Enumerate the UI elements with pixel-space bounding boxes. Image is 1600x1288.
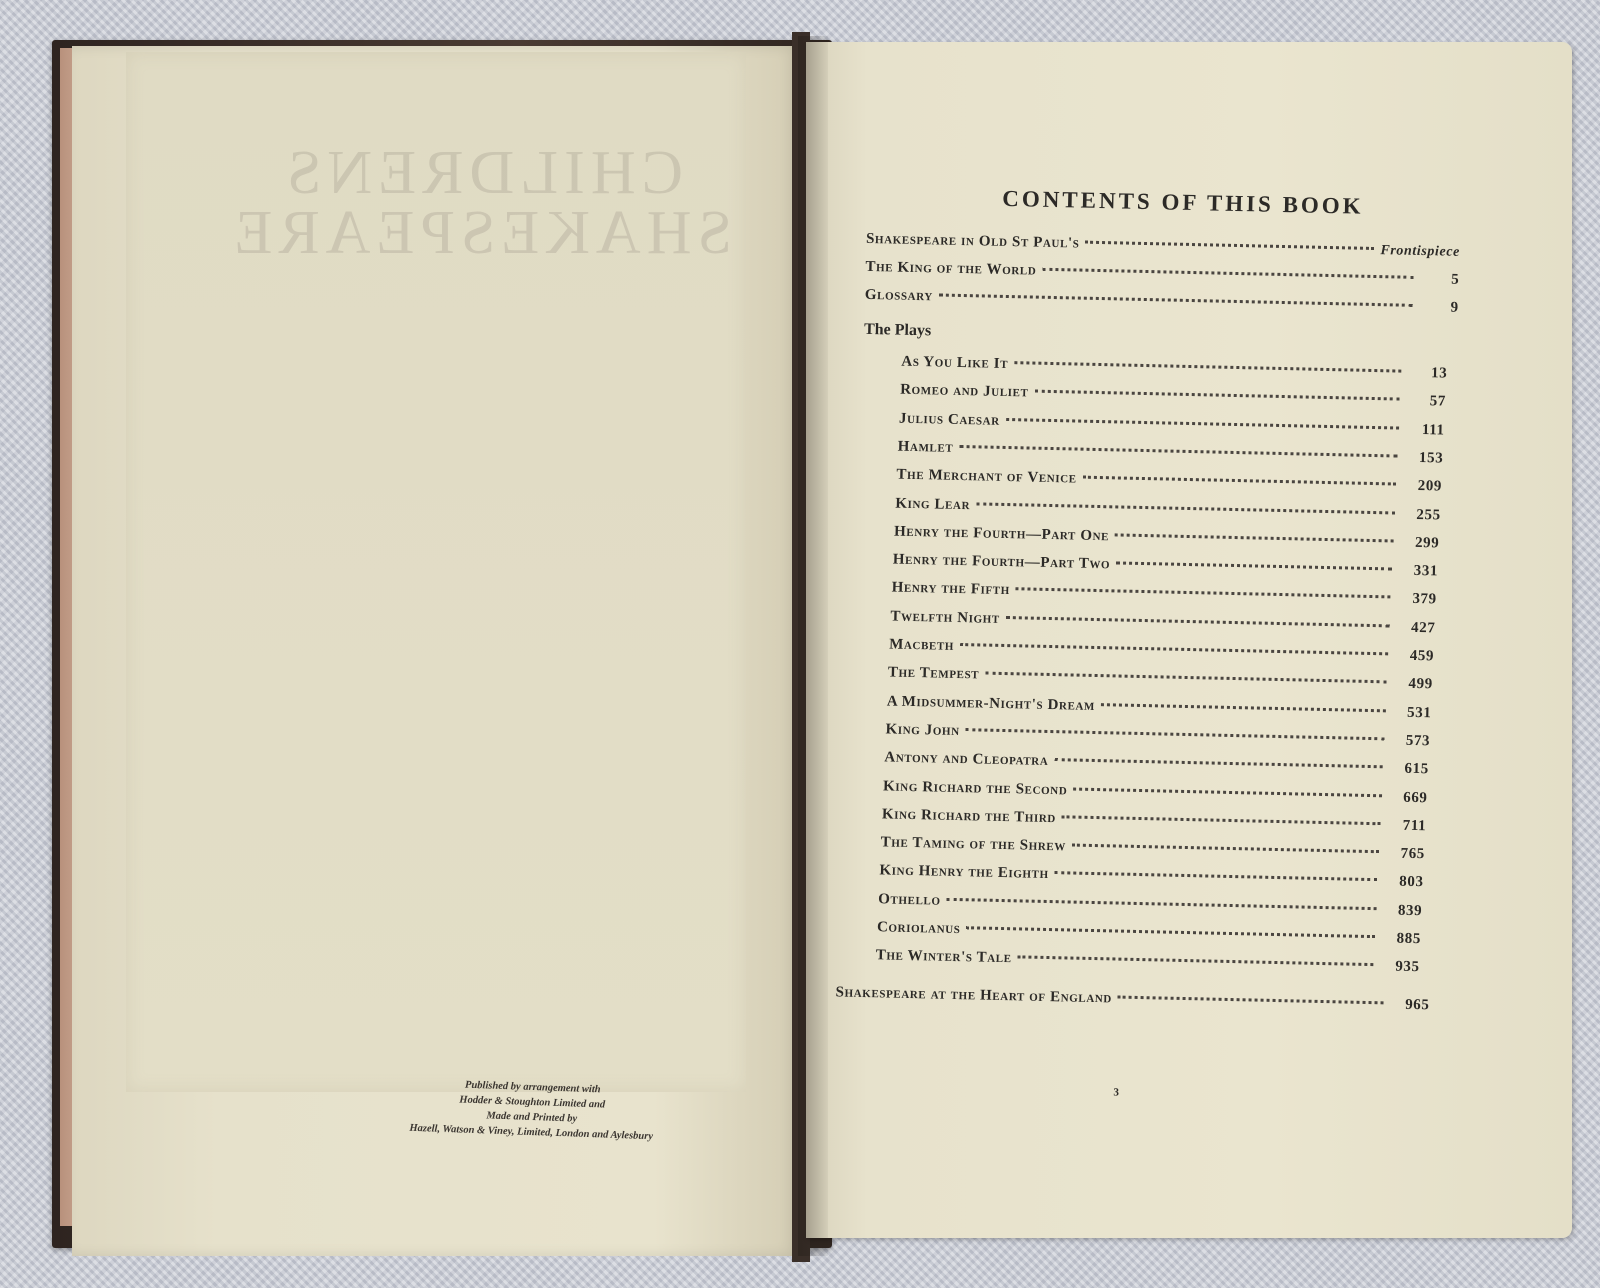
toc-entry-page: 965: [1404, 996, 1430, 1014]
toc-entry-page: 803: [1399, 874, 1424, 891]
toc-entry-page: 427: [1410, 619, 1436, 637]
toc-entry-label: Henry the Fourth—Part Two: [892, 551, 1111, 573]
toc-entry-label: Glossary: [864, 286, 934, 305]
toc-entry-page: 711: [1402, 817, 1427, 835]
dot-leader: [1014, 361, 1401, 372]
toc-entry-label: A Midsummer-Night's Dream: [886, 693, 1096, 714]
toc-entry-page: 13: [1430, 365, 1448, 382]
toc-entry-page: 57: [1429, 393, 1447, 410]
toc-entry-page: 885: [1396, 930, 1422, 948]
toc-entry-label: Macbeth: [889, 636, 955, 654]
toc-entry-page: 111: [1421, 421, 1445, 439]
left-page: [72, 46, 800, 1256]
dot-leader: [1042, 268, 1413, 279]
toc-entry-page: Frontispiece: [1380, 243, 1461, 260]
dot-leader: [1034, 390, 1400, 401]
toc-entry-page: 935: [1395, 958, 1420, 976]
toc-entry-page: 531: [1406, 704, 1432, 721]
toc-entry-page: 299: [1414, 534, 1440, 552]
dot-leader: [1085, 241, 1374, 250]
toc-entry-label: The Winter's Tale: [875, 947, 1012, 967]
toc-entry-label: Hamlet: [897, 438, 954, 456]
toc-entry-page: 615: [1404, 760, 1429, 778]
toc-entry-page: 209: [1417, 478, 1443, 495]
gutter-shadow: [798, 36, 828, 1256]
toc-entry-label: Henry the Fifth: [891, 579, 1011, 599]
toc-entry-label: King Lear: [895, 495, 971, 513]
toc-entry-label: King Richard the Third: [881, 806, 1057, 826]
dot-leader: [1054, 758, 1383, 768]
dot-leader: [1072, 844, 1379, 854]
toc-entry-page: 153: [1418, 449, 1444, 467]
dot-leader: [985, 672, 1387, 684]
imprint-line: Made and Printed by: [486, 1110, 578, 1125]
toc-entry: [835, 984, 1429, 1021]
dot-leader: [1116, 562, 1392, 571]
toc-entry-label: Shakespeare at the Heart of England: [835, 984, 1113, 1007]
faded-title-line-1: CHILDRENS: [281, 139, 683, 207]
toc-entry-page: 459: [1409, 647, 1435, 665]
toc-entry-label: Twelfth Night: [890, 608, 1000, 627]
dot-leader: [976, 502, 1395, 514]
contents-list: [790, 34, 1582, 1246]
toc-entry-label: Julius Caesar: [898, 410, 1000, 429]
toc-entry-page: 5: [1451, 271, 1460, 288]
dot-leader: [1006, 616, 1390, 627]
toc-entry-label: King Henry the Eighth: [879, 862, 1049, 883]
toc-entry-label: King John: [885, 721, 960, 739]
toc-entry-label: Romeo and Juliet: [899, 381, 1029, 401]
imprint-line: Published by arrangement with: [464, 1079, 601, 1096]
dot-leader: [1083, 476, 1396, 486]
dot-leader: [1073, 787, 1381, 797]
toc-entry-page: 9: [1450, 299, 1459, 316]
toc-entry-label: Antony and Cleopatra: [884, 749, 1049, 770]
contents-title: CONTENTS OF THIS BOOK: [1001, 185, 1364, 219]
toc-entry-label: Othello: [878, 891, 941, 909]
toc-entry-label: Shakespeare in Old St Paul's: [865, 230, 1080, 252]
toc-entry-page: 669: [1403, 789, 1428, 806]
imprint: [351, 1074, 713, 1147]
dot-leader: [960, 643, 1388, 655]
toc-entry-label: The Merchant of Venice: [896, 466, 1077, 487]
dot-leader: [1101, 703, 1386, 712]
toc-entry-page: 255: [1416, 506, 1441, 523]
toc-entry-page: 499: [1408, 676, 1433, 693]
toc-entry-label: The Taming of the Shrew: [880, 834, 1067, 855]
dot-leader: [1018, 956, 1374, 967]
section-heading: The Plays: [863, 320, 932, 340]
toc-entry-page: 331: [1413, 563, 1439, 580]
toc-entry-label: The King of the World: [865, 258, 1037, 279]
dot-leader: [1016, 588, 1391, 599]
dot-leader: [1062, 815, 1380, 825]
toc-entry-label: The Tempest: [887, 664, 980, 683]
page-number: 3: [1113, 1086, 1120, 1099]
toc-entry-page: 765: [1400, 845, 1426, 863]
imprint-line: Hodder & Stoughton Limited and: [459, 1094, 606, 1111]
dot-leader: [1115, 533, 1393, 542]
dot-leader: [1006, 418, 1399, 430]
toc-entry-page: 839: [1397, 902, 1423, 919]
dot-leader: [1055, 872, 1378, 882]
toc-entry-label: King Richard the Second: [882, 777, 1068, 798]
toc-entry-label: As You Like It: [901, 353, 1009, 373]
faded-title-line-2: SHAKESPEARE: [228, 199, 732, 267]
dot-leader: [1118, 996, 1384, 1005]
dot-leader: [959, 445, 1397, 458]
dot-leader: [947, 897, 1377, 909]
right-page: [806, 42, 1572, 1238]
toc-entry-label: Coriolanus: [876, 919, 961, 938]
toc-entry-page: 573: [1405, 732, 1431, 750]
toc-entry-label: Henry the Fourth—Part One: [893, 523, 1110, 545]
toc-entry-page: 379: [1412, 591, 1437, 608]
dot-leader: [939, 293, 1413, 306]
imprint-line: Hazell, Watson & Viney, Limited, London and Aylesbury: [409, 1122, 654, 1143]
dot-leader: [966, 728, 1384, 740]
dot-leader: [966, 926, 1374, 938]
